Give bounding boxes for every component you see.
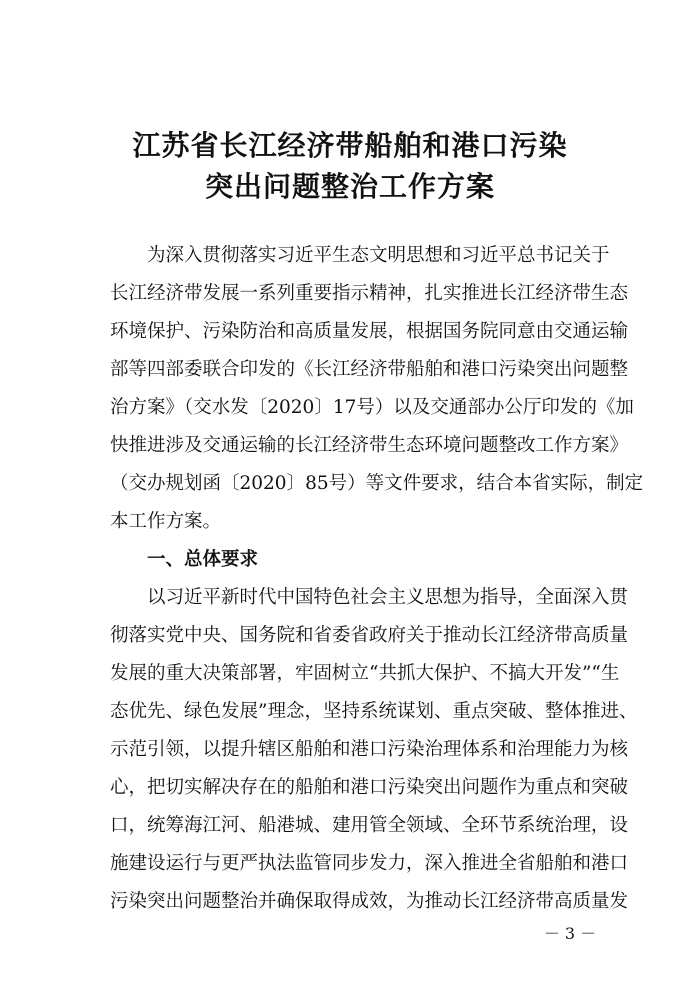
section-heading: 一、总体要求 [147,549,259,570]
paragraph-line: 施建设运行与更严执法监管同步发力，深入推进全省船舶和港口 [110,853,629,874]
paragraph-line: 治方案》（交水发〔2020〕17号）以及交通部办公厅印发的《加 [110,397,634,418]
paragraph-line: 快推进涉及交通运输的长江经济带生态环境问题整改工作方案》 [110,435,629,456]
paragraph-line: 部等四部委联合印发的《长江经济带船舶和港口污染突出问题整 [110,359,629,380]
paragraph-line: 环境保护、污染防治和高质量发展，根据国务院同意由交通运输 [110,321,629,342]
paragraph-line: 彻落实党中央、国务院和省委省政府关于推动长江经济带高质量 [110,625,629,646]
paragraph-line: 本工作方案。 [110,511,222,532]
paragraph-line: 口，统筹海江河、船港城、建用管全领域、全环节系统治理，设 [110,815,629,836]
document-title-line-2: 突出问题整治工作方案 [204,170,495,203]
paragraph-line: 态优先、绿色发展”理念，坚持系统谋划、重点突破、整体推进、 [110,701,638,722]
paragraph-line: 长江经济带发展一系列重要指示精神，扎实推进长江经济带生态 [110,283,629,304]
paragraph-line: 发展的重大决策部署，牢固树立“共抓大保护、不搞大开发”“生 [110,663,620,684]
paragraph-line: （交办规划函〔2020〕85号）等文件要求，结合本省实际，制定 [110,473,644,494]
paragraph-line: 示范引领，以提升辖区船舶和港口污染治理体系和治理能力为核 [110,739,629,760]
document-title-line-1: 江苏省长江经济带船舶和港口污染 [132,129,568,162]
paragraph-line: 以习近平新时代中国特色社会主义思想为指导，全面深入贯 [147,587,629,608]
paragraph-line: 为深入贯彻落实习近平生态文明思想和习近平总书记关于 [147,245,610,266]
paragraph-line: 心，把切实解决存在的船舶和港口污染突出问题作为重点和突破 [110,777,629,798]
paragraph-line: 污染突出问题整治并确保取得成效，为推动长江经济带高质量发 [110,891,629,912]
page-number: － 3 － [543,924,597,943]
